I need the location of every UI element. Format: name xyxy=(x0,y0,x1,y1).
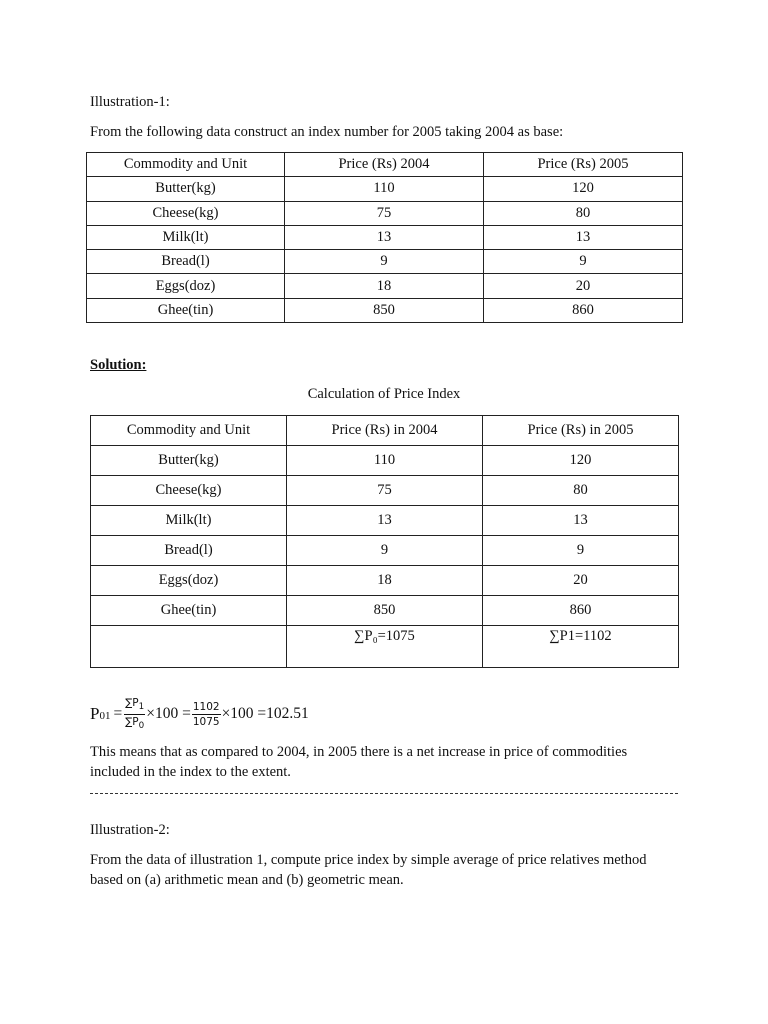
cell-price-2004: 110 xyxy=(287,446,483,476)
cell-price-2004: 850 xyxy=(287,596,483,626)
header-price-2005: Price (Rs) in 2005 xyxy=(483,416,679,446)
conclusion-paragraph: This means that as compared to 2004, in 2005 there is a net increase in price of commodities included in the index to the extent. xyxy=(90,744,628,780)
cell-price-2004: 13 xyxy=(287,506,483,536)
symbolic-numerator xyxy=(124,697,145,714)
cell-price-2004: 75 xyxy=(287,476,483,506)
table-row xyxy=(91,476,679,506)
illustration-1-question: From the following data construct an index number for 2005 taking 2004 as base: xyxy=(90,124,564,140)
formula-lhs-subscript: 01 xyxy=(99,710,111,722)
cell-total-2004: ∑P₀=1075 xyxy=(287,626,483,668)
cell-commodity: Milk(lt) xyxy=(91,506,287,536)
cell-commodity: Cheese(kg) xyxy=(87,201,285,225)
cell-commodity: Bread(l) xyxy=(91,536,287,566)
header-price-2005: Price (Rs) 2005 xyxy=(484,153,683,177)
numeric-fraction xyxy=(192,701,221,728)
table-header-row xyxy=(91,416,679,446)
section-divider xyxy=(90,793,678,794)
cell-price-2005: 80 xyxy=(483,476,679,506)
cell-price-2004: 110 xyxy=(285,177,484,201)
cell-commodity: Eggs(doz) xyxy=(91,566,287,596)
solution-label: Solution: xyxy=(90,357,147,373)
header-commodity: Commodity and Unit xyxy=(91,416,287,446)
formula-equals: = xyxy=(113,705,123,722)
cell-price-2004: 850 xyxy=(285,298,484,322)
cell-price-2005: 860 xyxy=(483,596,679,626)
cell-total-blank xyxy=(91,626,287,668)
symbolic-fraction xyxy=(124,697,145,730)
table-row xyxy=(87,250,683,274)
cell-commodity: Cheese(kg) xyxy=(91,476,287,506)
cell-price-2005: 9 xyxy=(484,250,683,274)
illustration-1-heading: Illustration-1: xyxy=(90,94,170,110)
numeric-numerator: 1102 xyxy=(192,700,220,713)
data-table xyxy=(86,152,683,323)
formula-lhs: P xyxy=(90,704,100,723)
formula-times-100: ×100 = xyxy=(146,705,191,722)
cell-commodity: Butter(kg) xyxy=(87,177,285,201)
table-row xyxy=(91,446,679,476)
sum-p1-subscript: 1 xyxy=(138,702,145,713)
table-row xyxy=(91,536,679,566)
table-row xyxy=(87,298,683,322)
table-row xyxy=(91,596,679,626)
cell-commodity: Bread(l) xyxy=(87,250,285,274)
cell-price-2004: 13 xyxy=(285,225,484,249)
cell-price-2005: 20 xyxy=(484,274,683,298)
cell-commodity: Butter(kg) xyxy=(91,446,287,476)
cell-price-2005: 120 xyxy=(484,177,683,201)
cell-total-2005: ∑P1=1102 xyxy=(483,626,679,668)
illustration-2-question: From the data of illustration 1, compute price index by simple average of price relatives method based on (a) arithmetic mean and (b) geometric mean. xyxy=(90,852,647,888)
cell-commodity: Ghee(tin) xyxy=(87,298,285,322)
numeric-denominator: 1075 xyxy=(192,715,220,728)
cell-commodity: Milk(lt) xyxy=(87,225,285,249)
cell-price-2005: 80 xyxy=(484,201,683,225)
table-row xyxy=(87,201,683,225)
cell-price-2005: 120 xyxy=(483,446,679,476)
formula-result: ×100 =102.51 xyxy=(221,705,309,722)
table-row xyxy=(91,566,679,596)
header-commodity: Commodity and Unit xyxy=(87,153,285,177)
symbolic-denominator xyxy=(124,715,145,731)
cell-price-2005: 13 xyxy=(483,506,679,536)
table-row xyxy=(87,177,683,201)
cell-price-2004: 18 xyxy=(285,274,484,298)
table-title: Calculation of Price Index xyxy=(307,386,461,402)
cell-price-2004: 9 xyxy=(285,250,484,274)
cell-commodity: Ghee(tin) xyxy=(91,596,287,626)
sum-p0-subscript: 0 xyxy=(138,720,145,731)
sum-p0: ∑P xyxy=(125,715,139,728)
header-price-2004: Price (Rs) in 2004 xyxy=(287,416,483,446)
totals-row xyxy=(91,626,679,668)
cell-commodity: Eggs(doz) xyxy=(87,274,285,298)
cell-price-2005: 860 xyxy=(484,298,683,322)
cell-price-2005: 9 xyxy=(483,536,679,566)
table-header-row xyxy=(87,153,683,177)
cell-price-2005: 20 xyxy=(483,566,679,596)
calculation-table xyxy=(90,415,679,668)
illustration-2-heading: Illustration-2: xyxy=(90,822,170,838)
price-index-formula xyxy=(90,694,309,734)
cell-price-2004: 75 xyxy=(285,201,484,225)
cell-price-2005: 13 xyxy=(484,225,683,249)
sum-p1: ∑P xyxy=(125,697,139,710)
table-row xyxy=(87,225,683,249)
cell-price-2004: 18 xyxy=(287,566,483,596)
cell-price-2004: 9 xyxy=(287,536,483,566)
table-row xyxy=(91,506,679,536)
table-row xyxy=(87,274,683,298)
header-price-2004: Price (Rs) 2004 xyxy=(285,153,484,177)
